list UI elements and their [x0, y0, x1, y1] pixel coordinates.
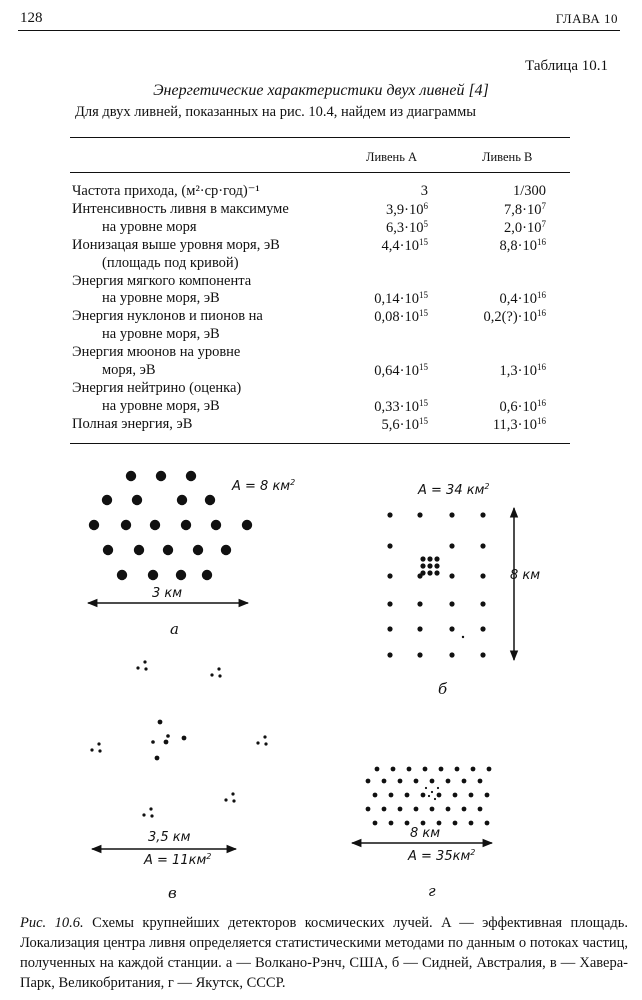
detector-station	[480, 543, 485, 548]
panel-b-scale: 8 км	[510, 568, 541, 583]
table-title: Энергетические характеристики двух ливней [4]	[153, 82, 489, 99]
detector-station	[421, 793, 426, 798]
table-row-continuation: на уровне моря	[102, 219, 197, 235]
detector-station	[414, 779, 419, 784]
detector-station	[434, 563, 439, 568]
detector-station	[373, 793, 378, 798]
table-cell-b: $8,8\cdot 10^{16}$	[499, 237, 546, 254]
detector-station	[158, 720, 163, 725]
detector-station	[224, 798, 227, 801]
panel-g-letter: г	[428, 882, 436, 900]
detector-station	[434, 556, 439, 561]
detector-station	[150, 520, 160, 530]
panel-v-scale: 3,5 км	[148, 830, 191, 845]
detector-station	[211, 520, 221, 530]
panel-a-area: A = 8 $км^2$	[232, 478, 296, 494]
detector-station	[382, 779, 387, 784]
table-row-continuation: моря, эВ	[102, 362, 156, 378]
detector-station	[231, 792, 234, 795]
panel-a-scale: 3 км	[152, 586, 183, 601]
detector-station	[98, 749, 101, 752]
table-cell-b: $0,2(?)\cdot 10^{16}$	[483, 308, 546, 325]
panel-a-letter: а	[170, 620, 179, 638]
detector-station	[462, 779, 467, 784]
table-cell-a: $3,9\cdot 10^6$	[386, 201, 428, 218]
detector-station	[437, 787, 439, 789]
detector-station	[221, 545, 231, 555]
detector-station	[375, 767, 380, 772]
detector-station	[407, 767, 412, 772]
detector-station	[417, 601, 422, 606]
detector-station	[373, 821, 378, 826]
detector-station	[453, 821, 458, 826]
detector-station	[446, 779, 451, 784]
detector-station	[387, 573, 392, 578]
column-header-a: Ливень A	[366, 150, 418, 164]
table-cell-a: $0,33\cdot 10^{15}$	[374, 398, 428, 415]
detector-station	[217, 667, 220, 670]
detector-station	[469, 793, 474, 798]
detector-station	[449, 601, 454, 606]
detector-station	[264, 742, 267, 745]
detector-station	[218, 674, 221, 677]
page-number: 128	[20, 10, 43, 26]
detector-station	[480, 512, 485, 517]
detector-station	[471, 767, 476, 772]
panel-b-letter: б	[438, 680, 448, 698]
table-row-continuation: на уровне моря, эВ	[102, 326, 220, 342]
detector-station	[414, 807, 419, 812]
panel-g-area: $A = 35км^2$	[408, 848, 476, 864]
detector-station	[449, 512, 454, 517]
table-label: Таблица 10.1	[525, 58, 608, 74]
detector-station	[487, 767, 492, 772]
detector-station	[186, 471, 196, 481]
detector-station	[210, 673, 213, 676]
detector-station	[150, 814, 153, 817]
caption-text: Схемы крупнейших детекторов космических лучей. A — эффективная площадь. Локализация центра ливня определяется статистическими методами по данным о потоках частиц, полученных на каждой станции. а — Волкано-Рэнч, США, б — Сидней, Австралия, в — Хавера-Парк, Великобритания, г — Якутск, СССР.	[20, 915, 629, 991]
table-row-label: Энергия нуклонов и пионов на	[72, 308, 263, 324]
detector-station	[366, 779, 371, 784]
detector-station	[391, 767, 396, 772]
detector-station	[453, 793, 458, 798]
detector-station	[449, 543, 454, 548]
detector-station	[182, 736, 187, 741]
table-cell-b: $11,3\cdot 10^{16}$	[492, 416, 546, 433]
detector-station	[469, 821, 474, 826]
detector-station	[398, 807, 403, 812]
table-row-label: Интенсивность ливня в максимуме	[72, 201, 289, 217]
chapter-title: ГЛАВА 10	[555, 11, 618, 26]
figure-caption	[20, 913, 628, 993]
table-cell-b: 1/300	[512, 183, 546, 199]
detector-station	[420, 563, 425, 568]
detector-station	[242, 520, 252, 530]
detector-station	[387, 601, 392, 606]
detector-station	[205, 495, 215, 505]
detector-station	[449, 652, 454, 657]
detector-station	[417, 512, 422, 517]
detector-station	[427, 556, 432, 561]
detector-station	[417, 626, 422, 631]
detector-station	[89, 520, 99, 530]
detector-station	[382, 807, 387, 812]
table-row-continuation: (площадь под кривой)	[102, 255, 239, 271]
detector-station	[151, 740, 155, 744]
table-cell-b: $2,0\cdot 10^7$	[504, 219, 546, 236]
detector-station	[405, 821, 410, 826]
detector-station	[480, 601, 485, 606]
table-row-label: Ионизацая выше уровня моря, эВ	[72, 237, 280, 253]
panel-v-letter: в	[168, 884, 177, 902]
detector-station	[423, 767, 428, 772]
table-cell-a: $0,14\cdot 10^{15}$	[374, 290, 428, 307]
table-intro: Для двух ливней, показанных на рис. 10.4, найдем из диаграммы	[75, 104, 477, 120]
detector-station	[425, 787, 427, 789]
panel-b-detectors	[387, 512, 485, 657]
detector-station	[103, 545, 113, 555]
table-cell-a: $6,3\cdot 10^5$	[386, 219, 428, 236]
panel-b-area: A = 34 $км^2$	[418, 482, 490, 498]
caption-label: Рис. 10.6.	[20, 915, 84, 931]
detector-station	[485, 793, 490, 798]
detector-station	[366, 807, 371, 812]
detector-station	[428, 795, 430, 797]
detector-station	[420, 570, 425, 575]
detector-station	[164, 740, 169, 745]
detector-station	[389, 821, 394, 826]
detector-station	[144, 667, 147, 670]
detector-station	[462, 636, 464, 638]
table-cell-b: $0,6\cdot 10^{16}$	[499, 398, 546, 415]
detector-station	[387, 512, 392, 517]
detector-station	[427, 570, 432, 575]
detector-station	[430, 779, 435, 784]
detector-station	[102, 495, 112, 505]
detector-station	[202, 570, 212, 580]
detector-station	[134, 545, 144, 555]
table-row-label: Энергия нейтрино (оценка)	[72, 380, 242, 396]
table-cell-a: 3	[420, 183, 428, 199]
detector-station	[166, 734, 170, 738]
detector-station	[420, 556, 425, 561]
detector-station	[155, 756, 160, 761]
detector-station	[405, 793, 410, 798]
detector-station	[437, 821, 442, 826]
table-cell-b: $1,3\cdot 10^{16}$	[499, 362, 546, 379]
detector-station	[126, 471, 136, 481]
table-cell-b: $0,4\cdot 10^{16}$	[499, 290, 546, 307]
detector-station	[434, 798, 436, 800]
detector-station	[455, 767, 460, 772]
detector-station	[143, 660, 146, 663]
table-cell-a: $0,64\cdot 10^{15}$	[374, 362, 428, 379]
detector-station	[434, 570, 439, 575]
detector-station	[398, 779, 403, 784]
panel-v-detectors	[90, 660, 267, 817]
detector-station	[478, 779, 483, 784]
detector-station	[421, 821, 426, 826]
detector-station	[485, 821, 490, 826]
detector-station	[193, 545, 203, 555]
panel-g-detectors	[366, 767, 492, 826]
detector-station	[478, 807, 483, 812]
table-row-label: Частота прихода, (м²·ср·год)⁻¹	[72, 183, 260, 199]
panel-a-detectors	[89, 471, 252, 580]
detector-station	[263, 735, 266, 738]
detector-station	[462, 807, 467, 812]
detector-station	[97, 742, 100, 745]
detector-station	[439, 767, 444, 772]
table-row-continuation: на уровне моря, эВ	[102, 398, 220, 414]
table-row-label: Энергия мюонов на уровне	[72, 344, 241, 360]
detector-station	[389, 793, 394, 798]
detector-station	[449, 626, 454, 631]
detector-station	[431, 791, 433, 793]
detector-station	[446, 807, 451, 812]
panel-v-area: $A = 11км^2$	[144, 852, 212, 868]
table-cell-b: $7,8\cdot 10^7$	[504, 201, 546, 218]
detector-station	[142, 813, 145, 816]
detector-station	[387, 652, 392, 657]
panel-g-scale: 8 км	[410, 826, 441, 841]
column-header-b: Ливень B	[482, 150, 533, 164]
detector-station	[177, 495, 187, 505]
detector-station	[480, 573, 485, 578]
table-row-label: Энергия мягкого компонента	[72, 273, 252, 289]
detector-station	[427, 563, 432, 568]
detector-station	[480, 652, 485, 657]
detector-station	[176, 570, 186, 580]
table-cell-a: $4,4\cdot 10^{15}$	[381, 237, 428, 254]
detector-station	[480, 626, 485, 631]
table-cell-a: $0,08\cdot 10^{15}$	[374, 308, 428, 325]
table-row-label: Полная энергия, эВ	[72, 416, 193, 432]
detector-station	[117, 570, 127, 580]
detector-station	[121, 520, 131, 530]
detector-station	[156, 471, 166, 481]
detector-station	[163, 545, 173, 555]
detector-station	[387, 626, 392, 631]
detector-station	[149, 807, 152, 810]
detector-station	[387, 543, 392, 548]
detector-station	[417, 652, 422, 657]
table-row-continuation: на уровне моря, эВ	[102, 290, 220, 306]
detector-station	[148, 570, 158, 580]
detector-station	[430, 807, 435, 812]
detector-station	[90, 748, 93, 751]
detector-station	[437, 793, 442, 798]
detector-station	[132, 495, 142, 505]
detector-station	[136, 666, 139, 669]
detector-station	[449, 573, 454, 578]
detector-station	[232, 799, 235, 802]
detector-station	[256, 741, 259, 744]
detector-station	[181, 520, 191, 530]
table-cell-a: $5,6\cdot 10^{15}$	[381, 416, 428, 433]
